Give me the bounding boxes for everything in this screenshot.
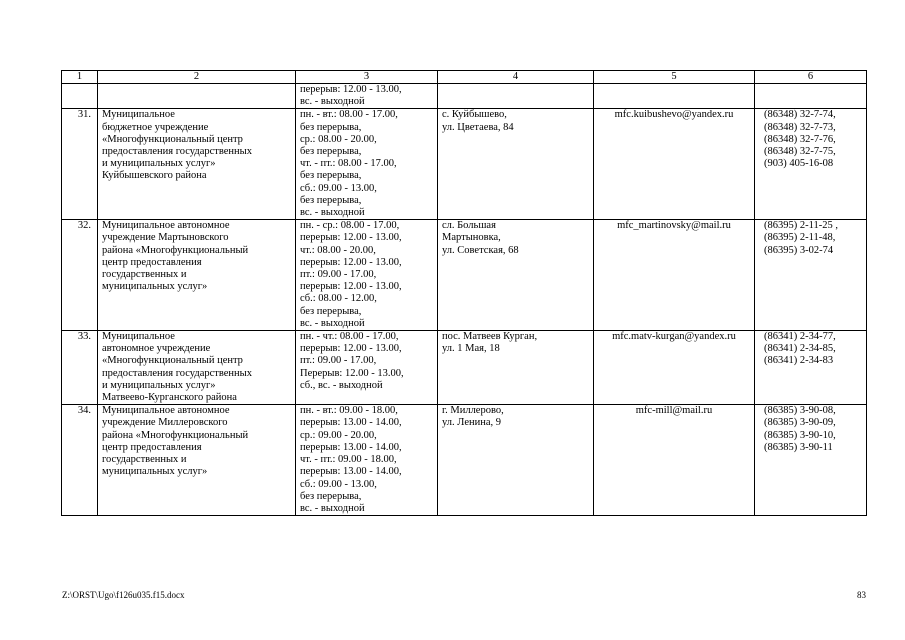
address-line: ул. Советская, 68: [442, 244, 519, 256]
header-cell: 3: [296, 71, 438, 84]
working-hours-line: ср.: 08.00 - 20.00,: [300, 133, 377, 145]
institution-name: [98, 84, 296, 109]
phones-line: (86385) 3-90-10,: [764, 429, 836, 441]
institution-name-line: района «Многофункциональный: [102, 244, 249, 256]
working-hours-line: Перерыв: 12.00 - 13.00,: [300, 367, 404, 379]
table-row: [62, 331, 867, 405]
working-hours-line: без перерыва,: [300, 170, 362, 182]
phones-line: (86341) 2-34-77,: [764, 331, 836, 343]
working-hours-line: чт. - пт.: 09.00 - 18.00,: [300, 454, 397, 466]
email: mfc.matv-kurgan@yandex.ru: [594, 331, 755, 405]
table-row: [62, 220, 867, 331]
institution-name: [98, 331, 296, 405]
institution-name-line: учреждение Миллеровского: [102, 417, 228, 429]
phones-line: (86385) 3-90-09,: [764, 417, 836, 429]
address-line: пос. Матвеев Курган,: [442, 331, 538, 343]
working-hours-line: пн. - вт.: 08.00 - 17.00,: [300, 109, 398, 121]
header-cell: 2: [98, 71, 296, 84]
row-number: 31.: [62, 109, 98, 220]
email: mfc_martinovsky@mail.ru: [594, 220, 755, 331]
institution-name-line: государственных и: [102, 454, 187, 466]
address-line: с. Куйбышево,: [442, 109, 507, 121]
institution-name-line: Куйбышевского района: [102, 170, 207, 182]
institution-name-line: Муниципальное: [102, 331, 175, 343]
working-hours-line: перерыв: 12.00 - 13.00,: [300, 232, 402, 244]
institution-name-line: Муниципальное автономное: [102, 220, 230, 232]
working-hours-line: вс. - выходной: [300, 207, 365, 219]
institution-name-line: района «Многофункциональный: [102, 429, 249, 441]
institution-name-line: центр предоставления: [102, 441, 202, 453]
row-number: 32.: [62, 220, 98, 331]
working-hours: [296, 84, 438, 109]
phones-line: (86385) 3-90-11: [764, 441, 833, 453]
working-hours-line: перерыв: 12.00 - 13.00,: [300, 84, 402, 95]
phones: [755, 109, 867, 220]
working-hours-line: без перерыва,: [300, 490, 362, 502]
address-line: ул. Цветаева, 84: [442, 121, 514, 133]
working-hours-line: без перерыва,: [300, 146, 362, 158]
institution-name-line: Муниципальное автономное: [102, 405, 230, 417]
working-hours-line: перерыв: 12.00 - 13.00,: [300, 256, 402, 268]
phones-line: (86341) 2-34-83: [764, 355, 834, 367]
working-hours-line: пт.: 09.00 - 17.00,: [300, 355, 377, 367]
working-hours: [296, 331, 438, 405]
table-body: [62, 71, 867, 516]
address-line: Мартыновка,: [442, 232, 501, 244]
working-hours-line: вс. - выходной: [300, 96, 365, 108]
working-hours-line: ср.: 09.00 - 20.00,: [300, 429, 377, 441]
phones-line: (903) 405-16-08: [764, 158, 834, 170]
row-number: 34.: [62, 405, 98, 516]
row-number: 33.: [62, 331, 98, 405]
header-cell: 5: [594, 71, 755, 84]
institution-name: [98, 405, 296, 516]
working-hours-line: без перерыва,: [300, 194, 362, 206]
phones: [755, 84, 867, 109]
address: [438, 84, 594, 109]
working-hours-line: вс. - выходной: [300, 317, 365, 329]
page-number: 83: [857, 590, 866, 600]
table-header-row: [62, 71, 867, 84]
address: [438, 109, 594, 220]
phones-line: (86395) 2-11-48,: [764, 232, 836, 244]
phones-line: (86348) 32-7-73,: [764, 121, 836, 133]
address: [438, 405, 594, 516]
working-hours-line: пн. - чт.: 08.00 - 17.00,: [300, 331, 399, 343]
table-row: [62, 84, 867, 109]
address: [438, 331, 594, 405]
working-hours-line: сб., вс. - выходной: [300, 379, 383, 391]
working-hours-line: пн. - вт.: 09.00 - 18.00,: [300, 405, 398, 417]
email: mfc.kuibushevo@yandex.ru: [594, 109, 755, 220]
address-line: ул. 1 Мая, 18: [442, 343, 500, 355]
institution-name-line: центр предоставления: [102, 256, 202, 268]
table-row: [62, 109, 867, 220]
institution-name: [98, 109, 296, 220]
institution-name-line: «Многофункциональный центр: [102, 133, 243, 145]
institution-name-line: бюджетное учреждение: [102, 121, 209, 133]
working-hours-line: перерыв: 13.00 - 14.00,: [300, 441, 402, 453]
address-line: ул. Ленина, 9: [442, 417, 502, 429]
table-row: [62, 405, 867, 516]
working-hours-line: пн. - ср.: 08.00 - 17.00,: [300, 220, 400, 232]
institution-name-line: автономное учреждение: [102, 343, 211, 355]
working-hours-line: без перерыва,: [300, 305, 362, 317]
phones: [755, 405, 867, 516]
phones: [755, 331, 867, 405]
phones-line: (86348) 32-7-74,: [764, 109, 836, 121]
header-cell: 1: [62, 71, 98, 84]
working-hours-line: чт. - пт.: 08.00 - 17.00,: [300, 158, 397, 170]
institution-name-line: учреждение Мартыновского: [102, 232, 229, 244]
institution-name-line: государственных и: [102, 269, 187, 281]
working-hours-line: сб.: 09.00 - 13.00,: [300, 478, 377, 490]
phones-line: (86348) 32-7-76,: [764, 133, 836, 145]
working-hours: [296, 220, 438, 331]
phones: [755, 220, 867, 331]
institution-name-line: «Многофункциональный центр: [102, 355, 243, 367]
phones-line: (86395) 3-02-74: [764, 244, 834, 256]
header-cell: 6: [755, 71, 867, 84]
working-hours-line: пт.: 09.00 - 17.00,: [300, 269, 377, 281]
working-hours-line: перерыв: 12.00 - 13.00,: [300, 281, 402, 293]
institution-name-line: Матвеево-Курганского района: [102, 392, 237, 404]
phones-line: (86385) 3-90-08,: [764, 405, 836, 417]
working-hours-line: перерыв: 12.00 - 13.00,: [300, 343, 402, 355]
address-line: сл. Большая: [442, 220, 496, 232]
email: mfc-mill@mail.ru: [594, 405, 755, 516]
institution-name-line: предоставления государственных: [102, 367, 252, 379]
working-hours-line: сб.: 09.00 - 13.00,: [300, 182, 377, 194]
institution-name-line: Муниципальное: [102, 109, 175, 121]
working-hours: [296, 109, 438, 220]
address-line: г. Миллерово,: [442, 405, 504, 417]
working-hours-line: без перерыва,: [300, 121, 362, 133]
phones-line: (86395) 2-11-25 ,: [764, 220, 838, 232]
phones-line: (86341) 2-34-85,: [764, 343, 836, 355]
working-hours-line: чт.: 08.00 - 20.00,: [300, 244, 376, 256]
email: [594, 84, 755, 109]
institution-name-line: и муниципальных услуг»: [102, 158, 216, 170]
institution-name-line: и муниципальных услуг»: [102, 379, 216, 391]
header-cell: 4: [438, 71, 594, 84]
mfc-table: [61, 70, 867, 516]
institution-name: [98, 220, 296, 331]
phones-line: (86348) 32-7-75,: [764, 146, 836, 158]
institution-name-line: муниципальных услуг»: [102, 466, 208, 478]
working-hours-line: перерыв: 13.00 - 14.00,: [300, 417, 402, 429]
address: [438, 220, 594, 331]
working-hours-line: перерыв: 13.00 - 14.00,: [300, 466, 402, 478]
file-path: Z:\ORST\Ugo\f126u035.f15.docx: [62, 590, 185, 600]
institution-name-line: предоставления государственных: [102, 146, 252, 158]
institution-name-line: муниципальных услуг»: [102, 281, 208, 293]
working-hours-line: сб.: 08.00 - 12.00,: [300, 293, 377, 305]
working-hours: [296, 405, 438, 516]
row-number: [62, 84, 98, 109]
working-hours-line: вс. - выходной: [300, 502, 365, 514]
